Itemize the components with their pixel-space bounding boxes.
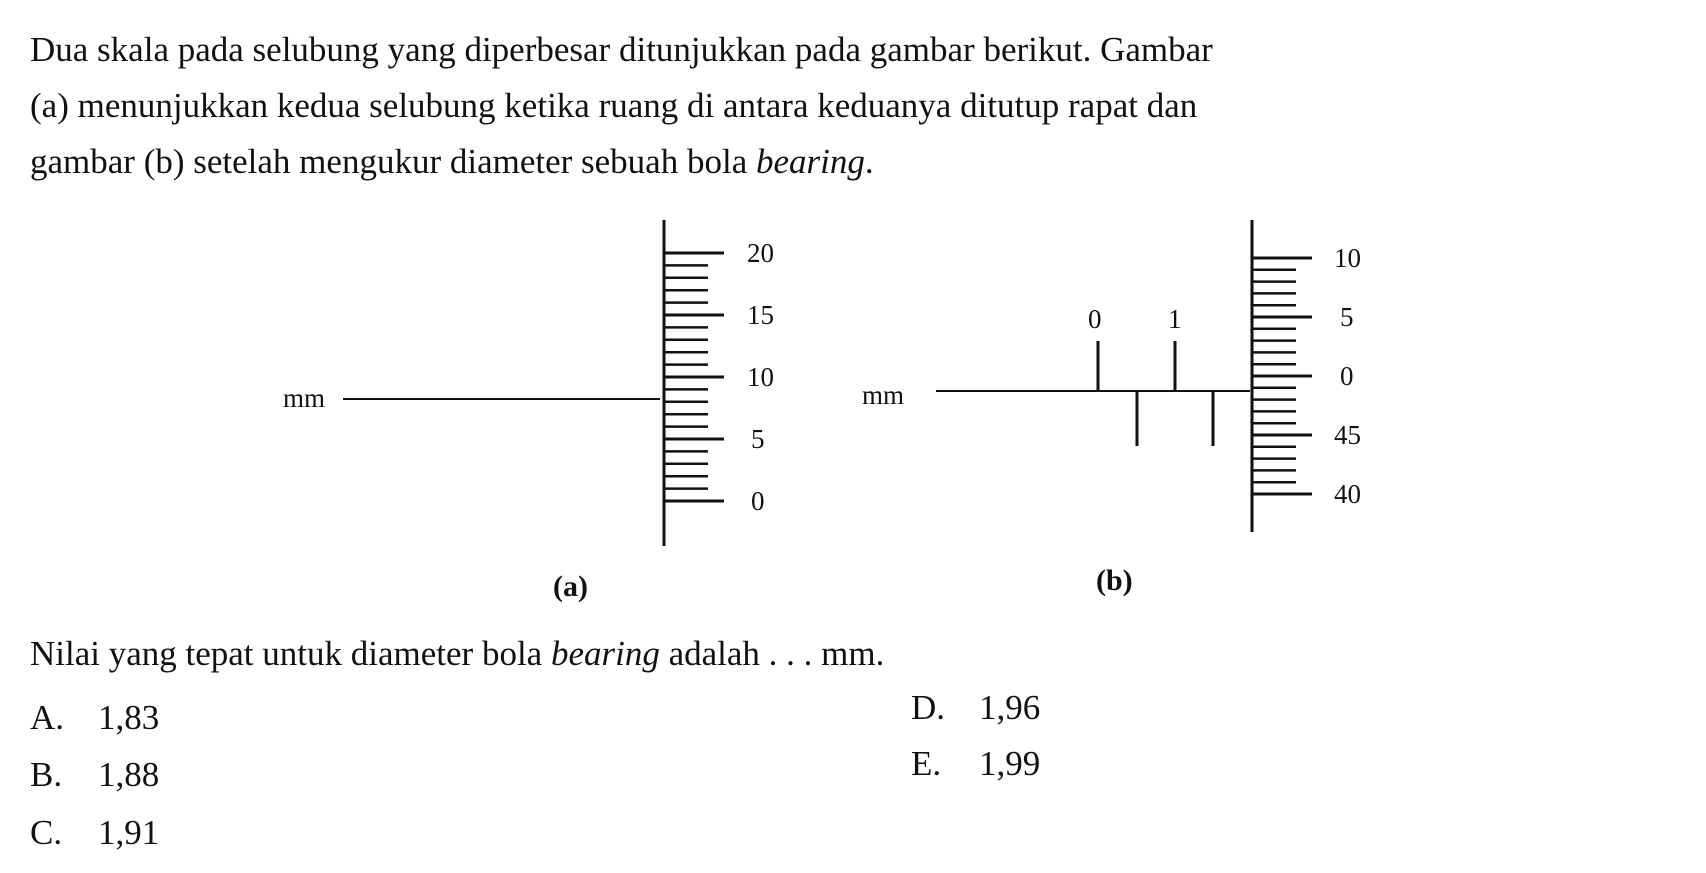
option-b[interactable] <box>30 755 159 795</box>
option-value: 1,96 <box>979 688 1041 727</box>
figure-b-main-scale-label: 0 <box>1088 304 1102 334</box>
option-value: 1,83 <box>98 698 160 737</box>
question-bearing-term: bearing <box>550 634 660 673</box>
figure-a-thimble-label: 20 <box>747 238 774 268</box>
figure-b <box>862 220 1361 597</box>
intro-line-2: (a) menunjukkan kedua selubung ketika ruang di antara keduanya ditutup rapat dan <box>30 86 1198 125</box>
figure-b-caption: (b) <box>1096 564 1133 597</box>
figure-b-thimble-label: 40 <box>1334 479 1361 509</box>
intro-line-3-text: gambar (b) setelah mengukur diameter sebuah bola <box>30 142 756 181</box>
option-value: 1,91 <box>98 813 160 852</box>
figure-a-thimble-label: 0 <box>751 486 765 516</box>
option-letter: C. <box>30 813 63 852</box>
intro-bearing-term: bearing <box>755 142 865 181</box>
figure-a-thimble-label: 5 <box>751 424 765 454</box>
intro-line-1: Dua skala pada selubung yang diperbesar ditunjukkan pada gambar berikut. Gambar <box>30 30 1213 69</box>
figure-a-thimble-ticks <box>664 253 724 501</box>
option-letter: D. <box>911 688 946 727</box>
intro-line-3-end: . <box>864 142 874 181</box>
figure-b-thimble-label: 45 <box>1334 420 1361 450</box>
option-a[interactable] <box>30 698 159 738</box>
figure-b-main-scale-label: 1 <box>1168 304 1182 334</box>
option-letter: B. <box>30 755 63 794</box>
option-letter: A. <box>30 698 65 737</box>
question-text <box>30 626 1690 682</box>
figure-b-thimble-label: 0 <box>1340 361 1354 391</box>
figure-a-thimble-label: 10 <box>747 362 774 392</box>
figure-b-thimble-ticks <box>1252 258 1312 494</box>
option-letter: E. <box>911 744 942 783</box>
option-value: 1,88 <box>98 755 160 794</box>
option-d[interactable] <box>911 688 1040 728</box>
figure-a-caption: (a) <box>553 570 588 603</box>
figure-b-unit-label: mm <box>862 380 905 410</box>
question-text-start: Nilai yang tepat untuk diameter bola <box>30 634 551 673</box>
figure-b-thimble-label: 10 <box>1334 243 1361 273</box>
figure-a-thimble-label: 15 <box>747 300 774 330</box>
figure-a-unit-label: mm <box>283 383 326 413</box>
figure-b-thimble-label: 5 <box>1340 302 1354 332</box>
option-e[interactable] <box>911 744 1040 784</box>
question-text-end: adalah . . . mm. <box>659 634 885 673</box>
option-c[interactable] <box>30 813 159 853</box>
option-value: 1,99 <box>979 744 1041 783</box>
figure-a <box>283 220 774 603</box>
